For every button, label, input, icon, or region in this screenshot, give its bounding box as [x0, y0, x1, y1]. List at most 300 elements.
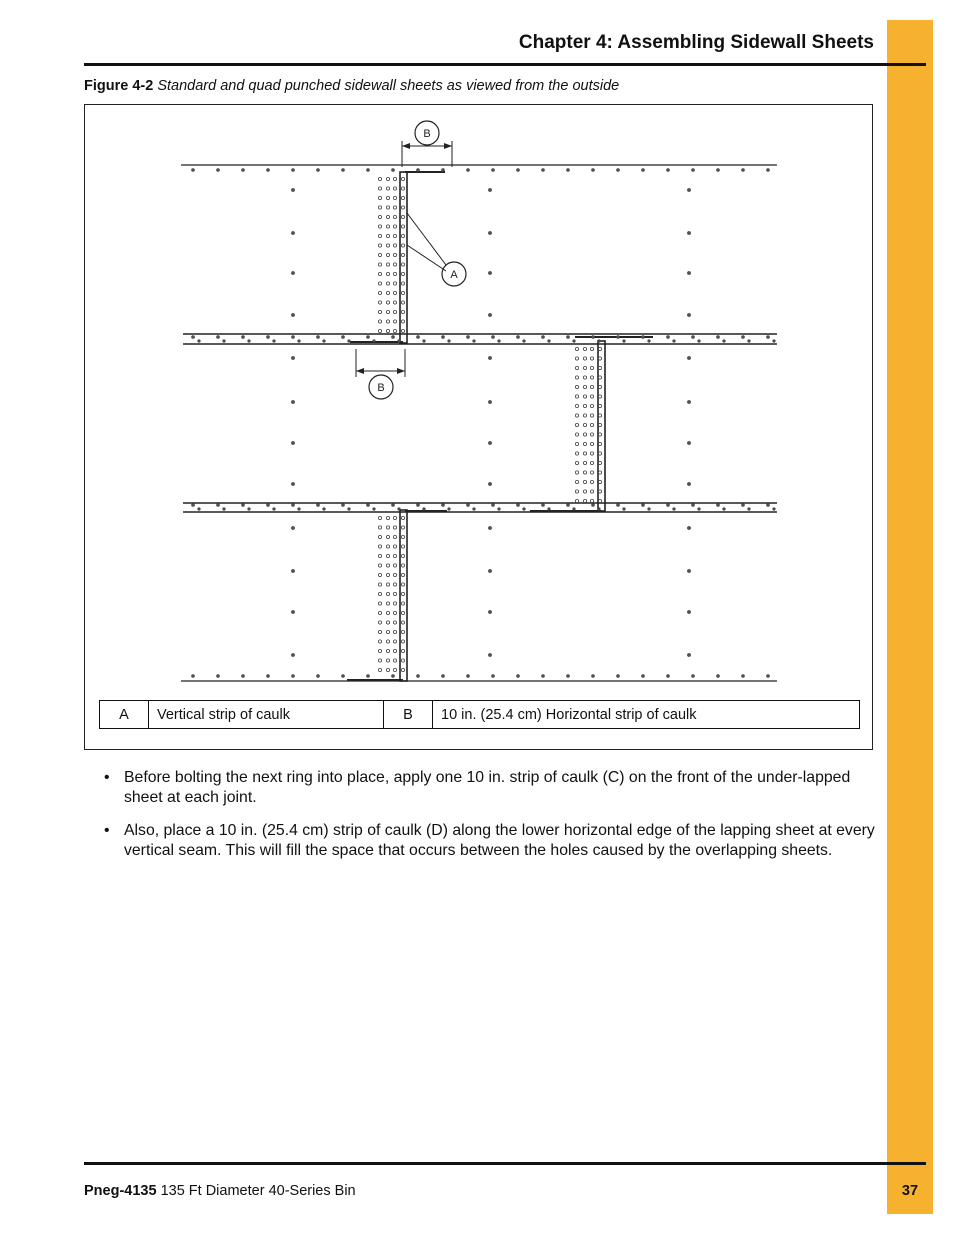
bolt-hole — [583, 357, 586, 360]
list-item-text: Before bolting the next ring into place, apply one 10 in. strip of caulk (C) on the front of the under-lapped sheet at each joint. — [124, 769, 851, 806]
bolt-hole — [489, 654, 492, 657]
bolt-hole — [567, 169, 570, 172]
bolt-hole — [688, 654, 691, 657]
bolt-hole — [583, 480, 586, 483]
bolt-hole — [342, 169, 345, 172]
bolt-hole — [378, 310, 381, 313]
bolt-hole — [598, 499, 601, 502]
bolt-hole — [398, 508, 400, 510]
bolt-hole — [378, 253, 381, 256]
bolt-hole — [489, 527, 492, 530]
bolt-hole — [398, 340, 400, 342]
bolt-hole — [192, 504, 195, 507]
bolt-hole — [590, 499, 593, 502]
bolt-hole — [386, 282, 389, 285]
bolt-hole — [393, 272, 396, 275]
bolt-hole — [575, 404, 578, 407]
bolt-hole — [386, 310, 389, 313]
bolt-hole — [498, 508, 500, 510]
bolt-hole — [367, 504, 370, 507]
bolt-hole — [317, 504, 320, 507]
bolt-hole — [623, 340, 625, 342]
bolt-hole — [575, 357, 578, 360]
legend-text: 10 in. (25.4 cm) Horizontal strip of caulk — [433, 701, 860, 729]
bolt-hole — [642, 675, 645, 678]
bolt-hole — [489, 570, 492, 573]
bolt-hole — [386, 545, 389, 548]
bolt-hole — [667, 336, 670, 339]
bolt-hole — [392, 675, 395, 678]
bolt-hole — [348, 340, 350, 342]
bolt-hole — [378, 630, 381, 633]
bolt-hole — [386, 630, 389, 633]
bolt-hole — [667, 504, 670, 507]
bolt-hole — [592, 336, 595, 339]
bolt-hole — [242, 675, 245, 678]
bolt-hole — [401, 291, 404, 294]
callout-label-a: A — [450, 269, 458, 281]
bolt-hole — [542, 675, 545, 678]
bolt-hole — [417, 504, 420, 507]
bolt-hole — [393, 668, 396, 671]
bolt-hole — [442, 675, 445, 678]
bolt-hole — [386, 329, 389, 332]
bolt-hole — [401, 573, 404, 576]
bolt-hole — [378, 329, 381, 332]
bolt-hole — [292, 675, 295, 678]
bolt-hole — [692, 169, 695, 172]
bolt-hole — [688, 611, 691, 614]
bolt-hole — [401, 583, 404, 586]
instruction-list — [104, 768, 876, 874]
bolt-hole — [317, 675, 320, 678]
bolt-hole — [401, 554, 404, 557]
bolt-hole — [392, 336, 395, 339]
bolt-hole — [598, 508, 600, 510]
bolt-hole — [401, 535, 404, 538]
bolt-hole — [378, 516, 381, 519]
callout-label-b-top: B — [423, 128, 431, 140]
bolt-hole — [378, 535, 381, 538]
bolt-hole — [489, 357, 492, 360]
bolt-hole — [273, 340, 275, 342]
bolt-hole — [583, 347, 586, 350]
bolt-hole — [401, 215, 404, 218]
bolt-hole — [642, 169, 645, 172]
bolt-hole — [489, 314, 492, 317]
bolt-hole — [378, 640, 381, 643]
bolt-hole — [773, 340, 775, 342]
bolt-hole — [575, 347, 578, 350]
bolt-hole — [692, 336, 695, 339]
bolt-hole — [492, 169, 495, 172]
bolt-hole — [378, 282, 381, 285]
bolt-hole — [575, 442, 578, 445]
bolt-hole — [292, 483, 295, 486]
bolt-hole — [688, 357, 691, 360]
bolt-hole — [378, 621, 381, 624]
footer-document-title — [84, 1183, 356, 1199]
bolt-hole — [583, 395, 586, 398]
bolt-hole — [378, 320, 381, 323]
bolt-hole — [242, 504, 245, 507]
bolt-hole — [378, 564, 381, 567]
bolt-hole — [217, 336, 220, 339]
bolt-hole — [590, 471, 593, 474]
bolt-hole — [342, 336, 345, 339]
bolt-hole — [489, 401, 492, 404]
bolt-hole — [492, 504, 495, 507]
bolt-hole — [401, 272, 404, 275]
bolt-hole — [317, 169, 320, 172]
bolt-hole — [592, 504, 595, 507]
bolt-hole — [575, 395, 578, 398]
bolt-hole — [575, 499, 578, 502]
bolt-hole — [598, 423, 601, 426]
bolt-hole — [248, 508, 250, 510]
bolt-hole — [393, 215, 396, 218]
bolt-hole — [292, 357, 295, 360]
bolt-hole — [401, 592, 404, 595]
bolt-hole — [192, 336, 195, 339]
bolt-hole — [401, 630, 404, 633]
bolt-hole — [242, 336, 245, 339]
bolt-hole — [386, 640, 389, 643]
bolt-hole — [575, 423, 578, 426]
bolt-hole — [598, 404, 601, 407]
bolt-hole — [767, 336, 770, 339]
bolt-hole — [598, 385, 601, 388]
bolt-hole — [748, 340, 750, 342]
bolt-hole — [575, 480, 578, 483]
bolt-hole — [583, 414, 586, 417]
bolt-hole — [393, 253, 396, 256]
bolt-hole — [386, 621, 389, 624]
bolt-hole — [598, 376, 601, 379]
bolt-hole — [598, 480, 601, 483]
bolt-hole — [267, 675, 270, 678]
bolt-hole — [517, 504, 520, 507]
bolt-hole — [386, 206, 389, 209]
bolt-hole — [767, 169, 770, 172]
bolt-hole — [378, 583, 381, 586]
bolt-hole — [590, 442, 593, 445]
bolt-hole — [393, 630, 396, 633]
bolt-hole — [567, 675, 570, 678]
bolt-hole — [417, 169, 420, 172]
bolt-hole — [292, 611, 295, 614]
bolt-hole — [373, 508, 375, 510]
bolt-hole — [590, 480, 593, 483]
bolt-hole — [393, 263, 396, 266]
bolt-hole — [393, 535, 396, 538]
bolt-hole — [667, 169, 670, 172]
bolt-hole — [292, 570, 295, 573]
bolt-hole — [401, 659, 404, 662]
bolt-hole — [192, 675, 195, 678]
bolt-hole — [489, 611, 492, 614]
bolt-hole — [386, 573, 389, 576]
bolt-hole — [386, 611, 389, 614]
bolt-hole — [648, 508, 650, 510]
bolt-hole — [492, 675, 495, 678]
bolt-hole — [298, 508, 300, 510]
bolt-hole — [273, 508, 275, 510]
bolt-hole — [583, 471, 586, 474]
callout-label-b-lower: B — [377, 382, 385, 394]
bolt-hole — [448, 508, 450, 510]
legend-row — [100, 701, 860, 729]
bolt-hole — [590, 490, 593, 493]
bolt-hole — [573, 508, 575, 510]
bolt-hole — [598, 357, 601, 360]
bolt-hole — [292, 169, 295, 172]
bolt-hole — [392, 504, 395, 507]
bolt-hole — [401, 668, 404, 671]
bolt-hole — [598, 461, 601, 464]
bolt-hole — [688, 570, 691, 573]
bolt-hole — [548, 508, 550, 510]
bolt-hole — [401, 611, 404, 614]
bolt-hole — [401, 602, 404, 605]
bolt-hole — [223, 508, 225, 510]
bolt-hole — [583, 461, 586, 464]
bolt-hole — [742, 504, 745, 507]
bolt-hole — [598, 366, 601, 369]
bolt-hole — [617, 169, 620, 172]
bolt-hole — [393, 554, 396, 557]
bolt-hole — [598, 442, 601, 445]
bolt-hole — [717, 169, 720, 172]
bolt-hole — [393, 206, 396, 209]
bolt-hole — [393, 649, 396, 652]
bolt-hole — [623, 508, 625, 510]
bolt-hole — [442, 336, 445, 339]
bolt-hole — [386, 234, 389, 237]
bolt-hole — [742, 169, 745, 172]
bolt-hole — [590, 461, 593, 464]
figure-frame — [84, 104, 873, 750]
bolt-hole — [489, 483, 492, 486]
header-rule — [84, 63, 926, 66]
bolt-hole — [192, 169, 195, 172]
bolt-hole — [378, 272, 381, 275]
bolt-hole — [242, 169, 245, 172]
bolt-hole — [393, 187, 396, 190]
bolt-hole — [673, 508, 675, 510]
bolt-hole — [688, 232, 691, 235]
bolt-hole — [688, 272, 691, 275]
bolt-hole — [590, 347, 593, 350]
bolt-hole — [378, 215, 381, 218]
bolt-hole — [590, 395, 593, 398]
bolt-hole — [548, 340, 550, 342]
chapter-side-tab — [887, 20, 933, 1214]
legend-key: B — [384, 701, 433, 729]
bolt-hole — [386, 592, 389, 595]
bolt-hole — [401, 244, 404, 247]
bolt-hole — [378, 187, 381, 190]
bolt-hole — [575, 385, 578, 388]
bolt-hole — [590, 376, 593, 379]
bolt-hole — [583, 442, 586, 445]
bolt-hole — [323, 508, 325, 510]
bolt-hole — [742, 675, 745, 678]
bolt-hole — [386, 649, 389, 652]
bolt-hole — [717, 504, 720, 507]
bolt-hole — [448, 340, 450, 342]
bolt-hole — [267, 504, 270, 507]
bolt-hole — [642, 504, 645, 507]
sidewall-diagram — [85, 105, 874, 751]
bolt-hole — [592, 169, 595, 172]
bolt-hole — [393, 573, 396, 576]
bolt-hole — [342, 675, 345, 678]
bolt-hole — [378, 225, 381, 228]
bolt-hole — [292, 336, 295, 339]
bolt-hole — [667, 675, 670, 678]
bolt-hole — [417, 336, 420, 339]
bolt-hole — [378, 545, 381, 548]
bolt-hole — [583, 490, 586, 493]
bolt-hole — [767, 675, 770, 678]
bolt-hole — [292, 504, 295, 507]
bolt-hole — [348, 508, 350, 510]
document-name: 135 Ft Diameter 40-Series Bin — [160, 1183, 356, 1199]
bolt-hole — [392, 169, 395, 172]
document-id: Pneg-4135 — [84, 1183, 157, 1199]
bolt-hole — [590, 452, 593, 455]
bolt-hole — [748, 508, 750, 510]
bolt-hole — [386, 564, 389, 567]
bolt-hole — [442, 504, 445, 507]
bolt-hole — [688, 483, 691, 486]
bolt-hole — [378, 263, 381, 266]
bolt-hole — [688, 314, 691, 317]
bolt-hole — [575, 376, 578, 379]
page-number: 37 — [901, 1183, 919, 1199]
bolt-hole — [401, 310, 404, 313]
bolt-hole — [393, 196, 396, 199]
bolt-hole — [489, 189, 492, 192]
bolt-hole — [742, 336, 745, 339]
bolt-hole — [598, 433, 601, 436]
bolt-hole — [393, 526, 396, 529]
bolt-hole — [523, 508, 525, 510]
bolt-hole — [378, 177, 381, 180]
bolt-hole — [378, 554, 381, 557]
bolt-hole — [717, 336, 720, 339]
bolt-hole — [267, 336, 270, 339]
bolt-hole — [292, 401, 295, 404]
bolt-hole — [598, 340, 600, 342]
bolt-hole — [292, 314, 295, 317]
bolt-hole — [467, 169, 470, 172]
bolt-hole — [401, 177, 404, 180]
bolt-hole — [575, 433, 578, 436]
bolt-hole — [723, 340, 725, 342]
bolt-hole — [492, 336, 495, 339]
bolt-hole — [401, 196, 404, 199]
bolt-hole — [517, 336, 520, 339]
bolt-hole — [378, 592, 381, 595]
bolt-hole — [542, 169, 545, 172]
bolt-hole — [367, 336, 370, 339]
bolt-hole — [393, 516, 396, 519]
bolt-hole — [590, 366, 593, 369]
bolt-hole — [378, 244, 381, 247]
bolt-hole — [692, 675, 695, 678]
bolt-hole — [378, 526, 381, 529]
bolt-hole — [489, 272, 492, 275]
bolt-hole — [583, 385, 586, 388]
bolt-hole — [393, 301, 396, 304]
bolt-hole — [367, 169, 370, 172]
bolt-hole — [323, 340, 325, 342]
bolt-hole — [583, 452, 586, 455]
bolt-hole — [223, 340, 225, 342]
bolt-hole — [401, 516, 404, 519]
bolt-hole — [523, 340, 525, 342]
bolt-hole — [617, 675, 620, 678]
bolt-hole — [583, 404, 586, 407]
bolt-hole — [378, 649, 381, 652]
bolt-hole — [378, 196, 381, 199]
bolt-hole — [217, 504, 220, 507]
bolt-hole — [386, 535, 389, 538]
bolt-hole — [723, 508, 725, 510]
figure-number: Figure 4-2 — [84, 78, 154, 94]
bolt-hole — [417, 675, 420, 678]
bolt-hole — [698, 508, 700, 510]
bolt-hole — [401, 329, 404, 332]
footer-rule — [84, 1162, 926, 1165]
bolt-hole — [590, 414, 593, 417]
bolt-hole — [386, 253, 389, 256]
bolt-hole — [575, 461, 578, 464]
chapter-title: Chapter 4: Assembling Sidewall Sheets — [518, 32, 874, 53]
bolt-hole — [773, 508, 775, 510]
bolt-hole — [393, 592, 396, 595]
bolt-hole — [378, 301, 381, 304]
bolt-hole — [248, 340, 250, 342]
bolt-hole — [489, 442, 492, 445]
bolt-hole — [401, 649, 404, 652]
bolt-hole — [386, 187, 389, 190]
bolt-hole — [373, 340, 375, 342]
list-item: • Also, place a 10 in. (25.4 cm) strip of caulk (D) along the lower horizontal edge of the lapping sheet at every vertical seam. This will fill the space that occurs between the holes caused by the overlapping sheets. — [104, 822, 875, 859]
bolt-hole — [217, 675, 220, 678]
bolt-hole — [517, 169, 520, 172]
bolt-hole — [386, 177, 389, 180]
bolt-hole — [617, 336, 620, 339]
bolt-hole — [367, 675, 370, 678]
bolt-hole — [688, 527, 691, 530]
bolt-hole — [592, 675, 595, 678]
bolt-hole — [386, 320, 389, 323]
bolt-hole — [688, 401, 691, 404]
bolt-hole — [393, 310, 396, 313]
bolt-hole — [386, 602, 389, 605]
bolt-hole — [467, 504, 470, 507]
bolt-hole — [393, 329, 396, 332]
bolt-hole — [688, 189, 691, 192]
bolt-hole — [393, 640, 396, 643]
bolt-hole — [217, 169, 220, 172]
bolt-hole — [292, 654, 295, 657]
bolt-hole — [401, 564, 404, 567]
bolt-hole — [393, 602, 396, 605]
